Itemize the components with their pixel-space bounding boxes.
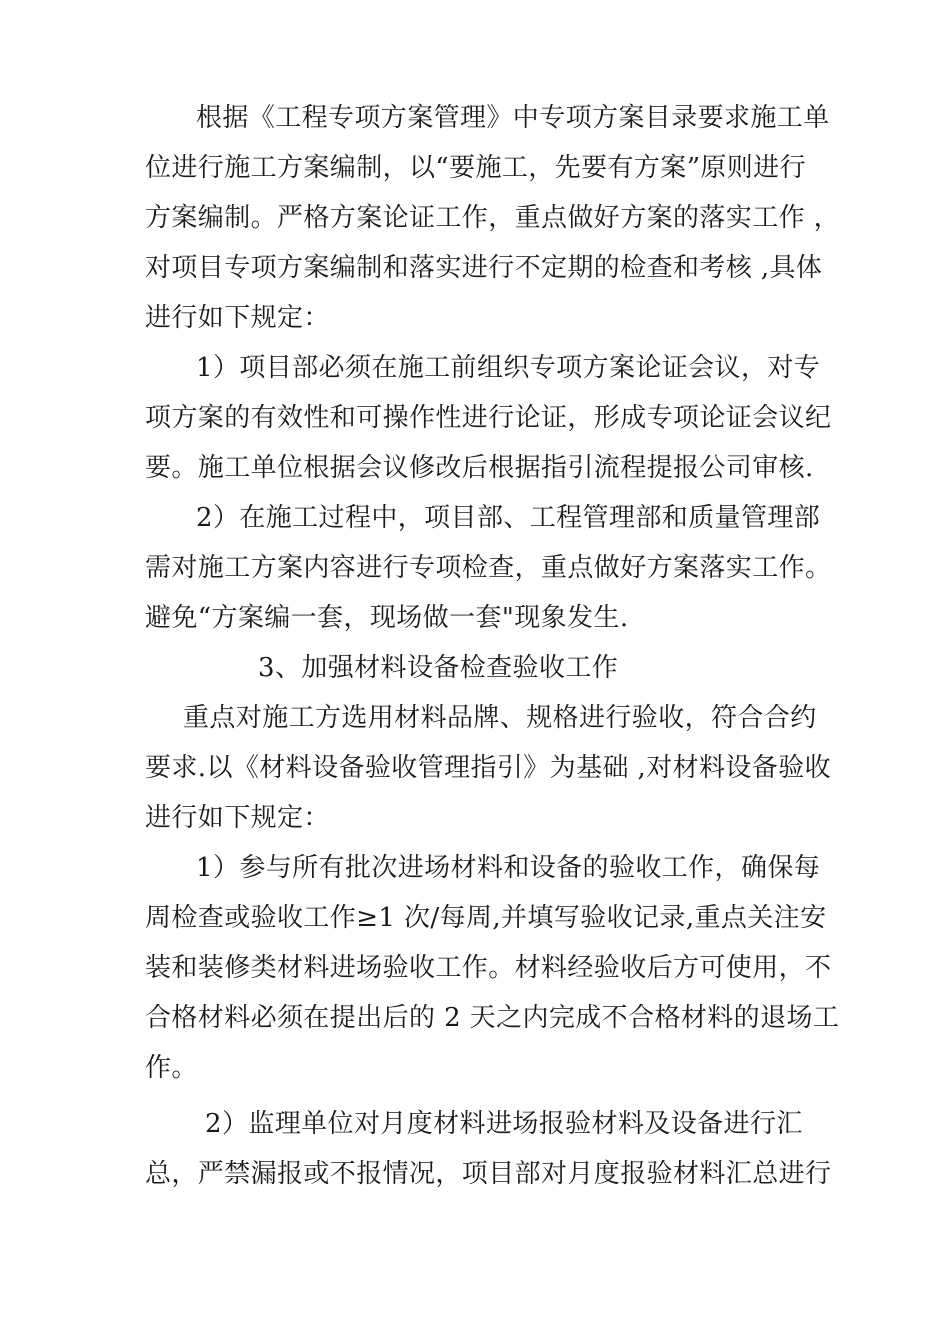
text-line: 1）参与所有批次进场材料和设备的验收工作，确保每 xyxy=(196,853,821,883)
text-line: 作。 xyxy=(145,1053,198,1083)
text-line: 合格材料必须在提出后的 2 天之内完成不合格材料的退场工 xyxy=(145,1003,840,1033)
text-line: 需对施工方案内容进行专项检查，重点做好方案落实工作。 xyxy=(145,553,832,583)
text-line: 要。施工单位根据会议修改后根据指引流程提报公司审核. xyxy=(145,453,814,483)
text-line: 进行如下规定： xyxy=(145,803,330,833)
text-line: 装和装修类材料进场验收工作。材料经验收后方可使用，不 xyxy=(145,953,832,983)
text-line: 进行如下规定： xyxy=(145,303,330,333)
text-line: 位进行施工方案编制，以“要施工，先要有方案”原则进行 xyxy=(145,153,806,183)
text-line: 1）项目部必须在施工前组织专项方案论证会议，对专 xyxy=(196,353,821,383)
text-line: 对项目专项方案编制和落实进行不定期的检查和考核 ,具体 xyxy=(145,253,823,283)
text-line: 方案编制。严格方案论证工作，重点做好方案的落实工作 ， xyxy=(145,203,841,233)
text-line: 避免“方案编一套，现场做一套"现象发生. xyxy=(145,603,629,633)
text-line: 周检查或验收工作≥1 次/每周,并填写验收记录,重点关注安 xyxy=(145,903,827,933)
text-line: 2）在施工过程中，项目部、工程管理部和质量管理部 xyxy=(196,503,821,533)
text-line: 根据《工程专项方案管理》中专项方案目录要求施工单 xyxy=(196,103,830,133)
text-line: 重点对施工方选用材料品牌、规格进行验收，符合合约 xyxy=(183,703,817,733)
section-heading: 3、加强材料设备检查验收工作 xyxy=(258,653,619,683)
text-line: 2）监理单位对月度材料进场报验材料及设备进行汇 xyxy=(205,1109,803,1139)
text-line: 总，严禁漏报或不报情况，项目部对月度报验材料汇总进行 xyxy=(145,1159,832,1189)
text-line: 要求.以《材料设备验收管理指引》为基础 ,对材料设备验收 xyxy=(145,753,831,783)
text-line: 项方案的有效性和可操作性进行论证，形成专项论证会议纪 xyxy=(145,403,832,433)
